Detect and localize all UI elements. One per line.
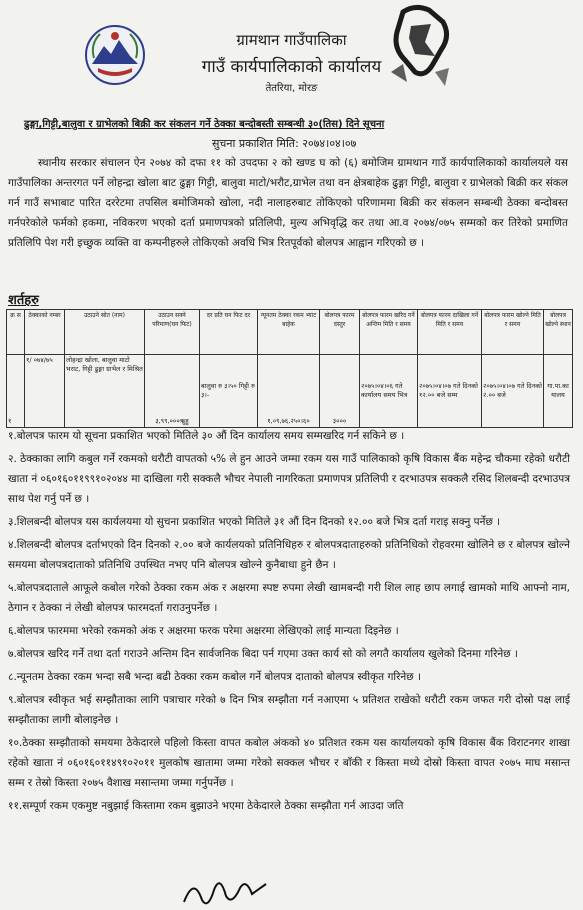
clause-5: ५.बोलपत्रदाताले आफूले कबोल गरेको ठेक्का रकम अंक र अक्षरमा स्पष्ट रुपमा लेखी खामबन्दी गरी शिल लाह छाप लगाई खामको माथि आफ्नो नाम, ठेगान र ठेक्का नं लेखी बोलपत्र फारमदर्ता गराउनुपर्नेछ । — [8, 582, 570, 614]
col-header-rate: दर प्रति घन फिट दर — [200, 310, 258, 355]
col-header-form-fee: बोलपत्र फारम दस्तुर — [320, 310, 360, 355]
clauses-list — [8, 426, 570, 819]
clause-8: ८.न्यूनतम ठेक्का रकम भन्दा सबै भन्दा बढी ठेक्का रकम कबोल गर्ने बोलपत्र दाताको बोलपत्र स्वीकृत गरिनेछ । — [8, 671, 421, 683]
clause-2: २. ठेक्काका लागि कबुल गर्ने रकमको धरौटी वापतको ५% ले हुन आउने जम्मा रकम यस गाउँ पालिकाको कृषि विकास बैंक महेन्द्र चौकमा रहेको धरौटी खाता नं ०६०१६०११९९१०२०४४ मा दाखिला गरी सक्कलै भौचर नेपाली नागरिकता प्रमाणपत्र प्रतिलिपी र दरभाउपत्र सक्कलै रसिद शिलबन्दी दरभाउपत्र साथ पेश गर्नु पर्ने छ । — [8, 453, 570, 505]
cell-quantity: ३,९९,०००ऋुहु — [145, 355, 200, 428]
published-date: सुचना प्रकाशित मिति: २०७४।०४।०७ — [212, 137, 357, 150]
office-name: गाउँ कार्यपालिकाको कार्यालय — [201, 57, 382, 77]
table-row — [7, 355, 573, 428]
cell-rate: बालुवा रु ३।५० गिट्टी रु ३।- — [200, 355, 258, 428]
cell-min-amount: १,०९,७६,२५०।६० — [258, 355, 320, 428]
col-header-opening-place: बोलपत्र खोल्ने स्थान — [544, 310, 573, 355]
cell-sn: १ — [7, 355, 25, 428]
col-header-purchase-deadline: बोलपत्र फारम खरिद गर्ने अन्तिम मिति र समय — [360, 310, 418, 355]
clause-4: ४.शिलबन्दी बोलपत्र दर्ताभएको दिन दिनको २.०० बजे कार्यलयको प्रतिनिधिहरु र बोलपत्रदाताहरुको प्रतिनिधिको रोहवरमा खोलिने छ र बोलपत्र खोल्ने समयमा बोलपत्रदाताको प्रतिनिधि उपस्थित नभए पनि बोलपत्र खोल्ने कुनैबाधा हुने छैन । — [8, 539, 570, 571]
handwritten-signature-icon — [180, 870, 270, 910]
col-header-sn: क्र स — [7, 310, 25, 355]
office-location: तेतरिया, मोरङ — [265, 83, 318, 94]
clause-6: ६.बोलपत्र फारममा भरेको रकमको अंक र अक्षरमा फरक परेमा अक्षरमा लेखिएको लाई मान्यता दिइनेछ । — [8, 625, 399, 637]
tender-table — [6, 309, 573, 428]
col-header-quantity: उठाउन सक्ने परिमाण(घन फिट) — [145, 310, 200, 355]
clause-10: १०.ठेक्का सम्झौताको समयमा ठेकेदारले पहिलो किस्ता वापत कबोल अंकको ४० प्रतिशत रकम यस कार्यालयको कृषि विकास बैंक विराटनगर शाखा रहेको खाता नं ०६०१६०११४९१०२०११ मुलकोष खातामा जम्मा गरेको सक्कल भौचर र बाँकी र किस्ता मध्ये दोस्रो किस्ता वापत २०७५ माघ मसान्त सम्म र तेस्रो किस्ता २०७५ वैशाख मसान्तमा जम्मा गर्नुपर्नेछ । — [8, 737, 570, 789]
col-header-min-amount: न्यूनतम ठेक्का रकम भ्याट बाहेक — [258, 310, 320, 355]
terms-heading: शर्तहरु — [8, 293, 39, 308]
cell-purchase-deadline: २०७५।०४।०६ गते कार्यालय समय भित्र — [360, 355, 418, 428]
col-header-source: उठाउने स्रोत (नाम) — [65, 310, 145, 355]
cell-opening-place: गा.पा.का यालय — [544, 355, 573, 428]
cell-form-fee: ३००० — [320, 355, 360, 428]
cell-source: लोहन्द्रा खोला, बालुवा माटो भराट, गिट्टी ढुङ्गा ग्राभेल र मिश्रित — [65, 355, 145, 428]
org-name: ग्रामथान गाउँपालिका — [236, 31, 347, 49]
intro-paragraph: स्थानीय सरकार संचालन ऐन २०७४ को दफा ११ को उपदफा २ को खण्ड घ को (६) बमोजिम ग्रामथान गाउँ कार्यपालिकाको कार्यालयले यस गाउँपालिका अन्तरगत पर्ने लोहन्द्रा खोला बाट ढुङ्गा गिट्टी, बालुवा माटो/भरौट,ग्राभेल तथा वन क्षेत्रबाहेक ढुङ्गा गिट्टी, बालुवा र ग्राभेलको बिक्री कर संकल गर्न गाउँ सभाबाट पारित दररेटमा तपसिल बमोजिमको खोला, नदी नालाहरुबाट तोकिएको परिणाममा बिक्री कर संकलन सम्बन्धी ठेक्का बन्दोबस्त गर्नपरेकोले फर्मको हकमा, नविकरण भएको दर्ता प्रमाणपत्रको प्रतिलिपी, मुल्य अभिवृद्धि कर तथा आ.व २०७४/०७५ सम्मको कर तिरेको प्रमाणित प्रतिलिपि पेश गरी इच्छुक व्यक्ति वा कम्पनीहरुले तोकिएको अवधि भित्र रितपूर्वको बोलपत्र आह्वान गरिएको छ । — [8, 157, 568, 249]
clause-11: ११.सम्पूर्ण रकम एकमुष्ट नबुझाई किस्तामा रकम बुझाउने भएमा ठेकेदारले ठेक्का सम्झौता गर्न आउदा जति — [8, 800, 404, 812]
cell-opening-date: २०७५।०४।०७ गते दिनको २.०० बजे — [482, 355, 544, 428]
clause-1: १.बोलपत्र फारम यो सूचना प्रकाशित भएको मितिले ३० औं दिन कार्यालय समय सम्मखरिद गर्न सकिने छ । — [8, 430, 405, 442]
col-header-opening-date: बोलपत्र फारम खोल्ने मिति र समय — [482, 310, 544, 355]
notice-subject: ढुङ्गा,गिट्टी,बालुवा र ग्राभेलको बिक्री कर संकलन गर्ने ठेक्का बन्दोबस्ती सम्बन्धी ३०(तिस) दिने सूचना — [24, 119, 385, 130]
clause-9: ९.बोलपत्र स्वीकृत भई सम्झौताका लागि पत्राचार गरेको ७ दिन भित्र सम्झौता गर्न नआएमा ५ प्रतिशत राखेको धरौटी रकम जफत गरी दोस्रो पक्ष लाई सम्झौताका लागी बोलाइनेछ । — [8, 694, 570, 726]
table-header-row — [7, 310, 573, 355]
cell-contract-no: १/ ०७४/७५ — [25, 355, 65, 428]
col-header-submission-deadline: बोलपत्र फारम दाखिला गर्ने मिति र समय — [418, 310, 482, 355]
clause-3: ३.शिलबन्दी बोलपत्र यस कार्यलयमा यो सुचना प्रकाशित भएको मितिले ३१ औं दिन दिनको १२.०० बजे भित्र दर्ता गराइ सक्नु पर्नेछ । — [8, 516, 501, 528]
cell-submission-deadline: २०७५।०४।०७ गते दिनको १२.०० बजे सम्म — [418, 355, 482, 428]
clause-7: ७.बोलपत्र खरिद गर्ने तथा दर्ता गराउने अन्तिम दिन सार्वजनिक बिदा पर्न गएमा उक्त कार्य सो को लगतै कार्यालय खुलेको दिनमा गरिनेछ । — [8, 648, 518, 660]
col-header-contract-no: ठेक्काको नम्बर — [25, 310, 65, 355]
